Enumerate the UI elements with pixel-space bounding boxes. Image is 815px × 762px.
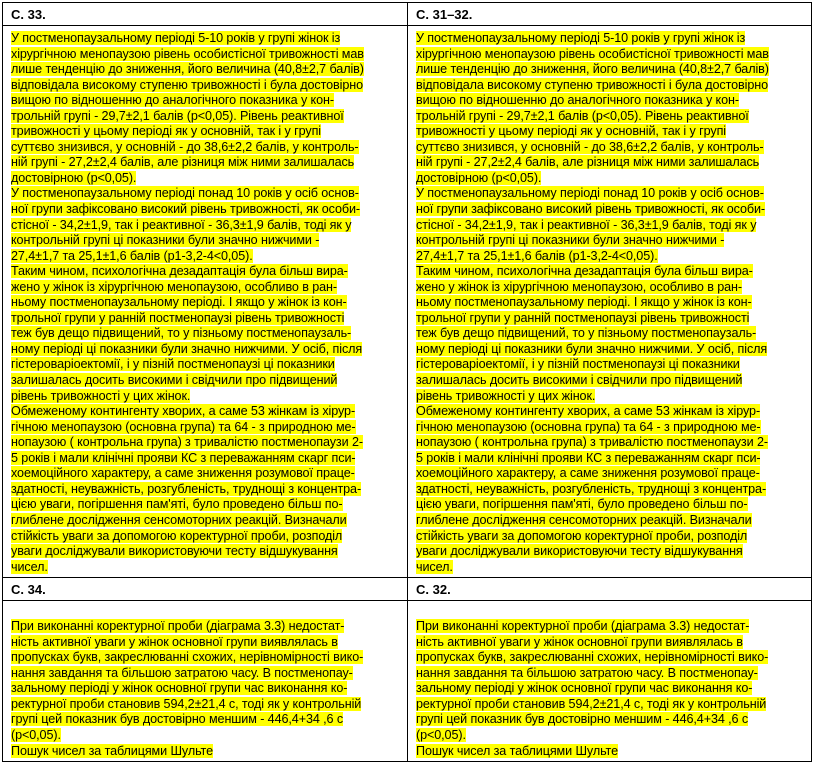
- text-line: [416, 47, 807, 63]
- highlighted-text: (р<0,05).: [11, 727, 61, 742]
- highlighted-text: зальному періоді у жінок основної групи час виконання ко-: [11, 681, 348, 696]
- highlighted-text: хоемоційного характеру, а саме зниження розумової праце-: [11, 466, 355, 481]
- page-ref-right-top: С. 31–32.: [416, 7, 473, 22]
- text-line: [11, 233, 403, 249]
- text-line: [416, 560, 807, 576]
- text-line: [11, 140, 403, 156]
- highlighted-text: У постменопаузальному періоді понад 10 років у осіб основ-: [416, 186, 764, 201]
- text-line: [11, 712, 403, 728]
- text-line: [416, 124, 807, 140]
- text-line: [416, 109, 807, 125]
- text-line: [11, 513, 403, 529]
- text-line: [416, 529, 807, 545]
- highlighted-text: стісної - 34,2±1,9, так і реактивної - 36,3±1,9 балів, тоді як у: [416, 217, 757, 232]
- text-line: [416, 619, 807, 635]
- text-line: [416, 233, 807, 249]
- text-line: [416, 249, 807, 265]
- highlighted-text: достовірною (р<0,05).: [11, 170, 137, 185]
- text-line: [11, 311, 403, 327]
- highlighted-text: тривожності у цьому періоді як у основній, так і у групі: [11, 124, 321, 139]
- text-line: [416, 728, 807, 744]
- text-line: [11, 249, 403, 265]
- text-line: [416, 295, 807, 311]
- highlighted-text: ній групі - 27,2±2,4 балів, але різниця між ними залишалась: [416, 155, 760, 170]
- text-line: [416, 451, 807, 467]
- page-ref-right-bottom: С. 32.: [416, 582, 451, 598]
- highlighted-text: У постменопаузальному періоді 5-10 років у групі жінок із: [11, 31, 341, 45]
- text-line: [416, 62, 807, 78]
- highlighted-text: трольної групи у ранній постменопаузі рівень тривожності: [416, 310, 750, 325]
- highlighted-text: вищою по відношенню до аналогічного показника у кон-: [416, 93, 739, 108]
- text-line: [11, 62, 403, 78]
- highlighted-text: ректурної проби становив 594,2±21,4 с, тоді як у контрольній: [11, 696, 362, 711]
- highlighted-text: залишалась досить високими і свідчили про підвищений: [11, 373, 338, 388]
- highlighted-text: Пошук чисел за таблицями Шульте: [416, 743, 618, 758]
- text-line: [11, 435, 403, 451]
- highlighted-text: ність активної уваги у жінок основної групи виявлялась в: [11, 634, 338, 649]
- text-line: [11, 635, 403, 651]
- highlighted-text: групі цей показник був достовірно меншим - 446,4+34 ,6 с: [11, 712, 344, 727]
- text-line: [416, 202, 807, 218]
- highlighted-text: 5 років і мали клінічні прояви КС з переважанням скарг пси-: [416, 450, 761, 465]
- text-line: [11, 109, 403, 125]
- highlighted-text: пропусках букв, закреслюванні схожих, нерівномірності вико-: [416, 650, 769, 665]
- bottom-right-text: [416, 619, 807, 759]
- text-line: [11, 389, 403, 405]
- text-line: [416, 373, 807, 389]
- highlighted-text: ному періоді ці показники були значно нижчими. У осіб, після: [416, 341, 768, 356]
- text-line: [11, 529, 403, 545]
- highlighted-text: вищою по відношенню до аналогічного показника у кон-: [11, 93, 334, 108]
- text-line: [416, 342, 807, 358]
- text-line: [11, 697, 403, 713]
- highlighted-text: чисел.: [416, 559, 453, 574]
- highlighted-text: Таким чином, психологічна дезадаптація була більш вира-: [416, 264, 753, 279]
- text-line: [11, 619, 403, 635]
- text-line: [11, 186, 403, 202]
- highlighted-text: пропусках букв, закреслюванні схожих, нерівномірності вико-: [11, 650, 364, 665]
- text-line: [11, 681, 403, 697]
- highlighted-text: зальному періоді у жінок основної групи час виконання ко-: [416, 681, 753, 696]
- highlighted-text: жено у жінок із хірургічною менопаузою, особливо в ран-: [416, 279, 742, 294]
- text-line: [416, 311, 807, 327]
- text-line: [416, 140, 807, 156]
- comparison-table: [2, 2, 812, 762]
- text-line: [11, 650, 403, 666]
- page-ref-left-top: С. 33.: [11, 7, 46, 22]
- highlighted-text: теж був дещо підвищений, то у пізньому постменопаузаль-: [11, 326, 352, 341]
- text-line: [11, 295, 403, 311]
- highlighted-text: нопаузою ( контрольна група) з тривалістю постменопаузи 2-: [416, 435, 768, 450]
- highlighted-text: гістероваріоектомії, і у пізній постменопаузі ці показники: [416, 357, 740, 372]
- text-line: [11, 342, 403, 358]
- highlighted-text: При виконанні коректурної проби (діаграма 3.3) недостат-: [416, 619, 750, 634]
- highlighted-text: ному періоді ці показники були значно нижчими. У осіб, після: [11, 341, 363, 356]
- highlighted-text: ньому постменопаузальному періоді. І якщо у жінок із кон-: [11, 295, 347, 310]
- highlighted-text: глиблене дослідження сенсомоторних реакцій. Визначали: [11, 512, 347, 527]
- highlighted-text: глиблене дослідження сенсомоторних реакцій. Визначали: [416, 512, 752, 527]
- text-line: [416, 171, 807, 187]
- highlighted-text: жено у жінок із хірургічною менопаузою, особливо в ран-: [11, 279, 337, 294]
- highlighted-text: хоемоційного характеру, а саме зниження розумової праце-: [416, 466, 760, 481]
- text-line: [11, 451, 403, 467]
- text-line: [11, 497, 403, 513]
- text-line: [11, 404, 403, 420]
- highlighted-text: цією уваги, погіршення пам'яті, було проведено більш по-: [11, 497, 343, 512]
- top-body-row: [3, 26, 812, 578]
- text-line: [11, 373, 403, 389]
- highlighted-text: Обмеженому контингенту хворих, а саме 53 жінкам із хірур-: [416, 404, 761, 419]
- text-line: [11, 666, 403, 682]
- page-ref-left-bottom: С. 34.: [11, 582, 46, 598]
- text-line: [416, 31, 807, 47]
- highlighted-text: У постменопаузальному періоді понад 10 років у осіб основ-: [11, 186, 359, 201]
- text-line: [416, 666, 807, 682]
- text-line: [11, 466, 403, 482]
- text-line: [416, 544, 807, 560]
- bottom-left-text-cell: [3, 601, 408, 762]
- highlighted-text: трольній групі - 29,7±2,1 балів (р<0,05). Рівень реактивної: [11, 108, 344, 123]
- text-line: [11, 93, 403, 109]
- text-line: [416, 218, 807, 234]
- text-line: [416, 280, 807, 296]
- highlighted-text: лише тенденцію до зниження, його величина (40,8±2,7 балів): [416, 62, 769, 77]
- highlighted-text: ректурної проби становив 594,2±21,4 с, тоді як у контрольній: [416, 696, 767, 711]
- text-line: [11, 202, 403, 218]
- bottom-left-spacer: [11, 606, 403, 619]
- text-line: [416, 78, 807, 94]
- highlighted-text: гічною менопаузою (основна група) та 64 - з природною ме-: [416, 419, 761, 434]
- text-line: [416, 712, 807, 728]
- highlighted-text: достовірною (р<0,05).: [416, 170, 542, 185]
- highlighted-text: здатності, неуважність, розгубленість, труднощі з концентра-: [416, 481, 767, 496]
- text-line: [11, 47, 403, 63]
- highlighted-text: При виконанні коректурної проби (діаграма 3.3) недостат-: [11, 619, 345, 634]
- highlighted-text: рівень тривожності у цих жінок.: [416, 388, 596, 403]
- text-line: [11, 124, 403, 140]
- top-right-text: [416, 31, 807, 575]
- highlighted-text: теж був дещо підвищений, то у пізньому постменопаузаль-: [416, 326, 757, 341]
- highlighted-text: тривожності у цьому періоді як у основній, так і у групі: [416, 124, 726, 139]
- bottom-right-header-cell: [408, 578, 812, 601]
- text-line: [11, 171, 403, 187]
- top-left-text-cell: [3, 26, 408, 578]
- highlighted-text: ньому постменопаузальному періоді. І якщо у жінок із кон-: [416, 295, 752, 310]
- top-left-header-cell: [3, 3, 408, 26]
- text-line: [11, 155, 403, 171]
- bottom-left-text: [11, 619, 403, 759]
- text-line: [416, 93, 807, 109]
- highlighted-text: ної групи зафіксовано високий рівень тривожності, як особи-: [11, 202, 361, 217]
- bottom-body-row: [3, 601, 812, 762]
- highlighted-text: трольної групи у ранній постменопаузі рівень тривожності: [11, 310, 345, 325]
- highlighted-text: суттєво знизився, у основній - до 38,6±2,2 балів, у контроль-: [416, 139, 764, 154]
- text-line: [11, 326, 403, 342]
- text-line: [11, 280, 403, 296]
- highlighted-text: нання завдання та більшою затратою часу. В постменопау-: [416, 665, 758, 680]
- text-line: [416, 264, 807, 280]
- text-line: [416, 744, 807, 760]
- highlighted-text: суттєво знизився, у основній - до 38,6±2,2 балів, у контроль-: [11, 139, 359, 154]
- highlighted-text: хірургічною менопаузою рівень особистісної тривожності мав: [416, 46, 769, 61]
- highlighted-text: групі цей показник був достовірно меншим - 446,4+34 ,6 с: [416, 712, 749, 727]
- highlighted-text: (р<0,05).: [416, 727, 466, 742]
- text-line: [11, 78, 403, 94]
- highlighted-text: гістероваріоектомії, і у пізній постменопаузі ці показники: [11, 357, 335, 372]
- highlighted-text: 27,4±1,7 та 25,1±1,6 балів (р1-3,2-4<0,05).: [11, 248, 253, 263]
- highlighted-text: рівень тривожності у цих жінок.: [11, 388, 191, 403]
- highlighted-text: уваги досліджували використовуючи тесту відшукування: [416, 544, 743, 559]
- text-line: [416, 513, 807, 529]
- highlighted-text: Обмеженому контингенту хворих, а саме 53 жінкам із хірур-: [11, 404, 356, 419]
- text-line: [11, 357, 403, 373]
- highlighted-text: трольній групі - 29,7±2,1 балів (р<0,05). Рівень реактивної: [416, 108, 749, 123]
- text-line: [416, 420, 807, 436]
- text-line: [11, 420, 403, 436]
- text-line: [11, 560, 403, 576]
- highlighted-text: нання завдання та більшою затратою часу. В постменопау-: [11, 665, 353, 680]
- text-line: [416, 155, 807, 171]
- text-line: [11, 744, 403, 760]
- text-line: [416, 482, 807, 498]
- bottom-right-text-cell: [408, 601, 812, 762]
- text-line: [416, 697, 807, 713]
- highlighted-text: 5 років і мали клінічні прояви КС з переважанням скарг пси-: [11, 450, 356, 465]
- text-line: [11, 264, 403, 280]
- text-line: [416, 435, 807, 451]
- highlighted-text: стійкість уваги за допомогою коректурної проби, розподіл: [11, 528, 343, 543]
- highlighted-text: Пошук чисел за таблицями Шульте: [11, 743, 213, 758]
- highlighted-text: контрольній групі ці показники були значно нижчими -: [416, 233, 725, 248]
- text-line: [416, 497, 807, 513]
- highlighted-text: залишалась досить високими і свідчили про підвищений: [416, 373, 743, 388]
- text-line: [416, 635, 807, 651]
- text-line: [416, 186, 807, 202]
- text-line: [416, 326, 807, 342]
- highlighted-text: стісної - 34,2±1,9, так і реактивної - 36,3±1,9 балів, тоді як у: [11, 217, 352, 232]
- highlighted-text: гічною менопаузою (основна група) та 64 - з природною ме-: [11, 419, 356, 434]
- text-line: [11, 218, 403, 234]
- text-line: [416, 389, 807, 405]
- highlighted-text: ність активної уваги у жінок основної групи виявлялась в: [416, 634, 743, 649]
- text-line: [416, 404, 807, 420]
- text-line: [11, 544, 403, 560]
- top-left-text: [11, 31, 403, 575]
- bottom-left-header-cell: [3, 578, 408, 601]
- highlighted-text: хірургічною менопаузою рівень особистісної тривожності мав: [11, 46, 364, 61]
- bottom-header-row: [3, 578, 812, 601]
- bottom-right-spacer: [416, 606, 807, 619]
- highlighted-text: Таким чином, психологічна дезадаптація була більш вира-: [11, 264, 348, 279]
- highlighted-text: здатності, неуважність, розгубленість, труднощі з концентра-: [11, 481, 362, 496]
- highlighted-text: цією уваги, погіршення пам'яті, було проведено більш по-: [416, 497, 748, 512]
- text-line: [11, 728, 403, 744]
- highlighted-text: 27,4±1,7 та 25,1±1,6 балів (р1-3,2-4<0,05).: [416, 248, 658, 263]
- text-line: [416, 650, 807, 666]
- top-header-row: [3, 3, 812, 26]
- text-line: [416, 466, 807, 482]
- highlighted-text: нопаузою ( контрольна група) з тривалістю постменопаузи 2-: [11, 435, 363, 450]
- highlighted-text: ної групи зафіксовано високий рівень тривожності, як особи-: [416, 202, 766, 217]
- highlighted-text: відповідала високому ступеню тривожності і була достовірно: [11, 77, 363, 92]
- highlighted-text: контрольній групі ці показники були значно нижчими -: [11, 233, 320, 248]
- text-line: [416, 681, 807, 697]
- top-right-header-cell: [408, 3, 812, 26]
- text-line: [11, 482, 403, 498]
- highlighted-text: ній групі - 27,2±2,4 балів, але різниця між ними залишалась: [11, 155, 355, 170]
- top-right-text-cell: [408, 26, 812, 578]
- text-line: [11, 31, 403, 47]
- highlighted-text: лише тенденцію до зниження, його величина (40,8±2,7 балів): [11, 62, 364, 77]
- text-line: [416, 357, 807, 373]
- highlighted-text: У постменопаузальному періоді 5-10 років у групі жінок із: [416, 31, 746, 45]
- highlighted-text: уваги досліджували використовуючи тесту відшукування: [11, 544, 338, 559]
- highlighted-text: чисел.: [11, 559, 48, 574]
- highlighted-text: відповідала високому ступеню тривожності і була достовірно: [416, 77, 768, 92]
- highlighted-text: стійкість уваги за допомогою коректурної проби, розподіл: [416, 528, 748, 543]
